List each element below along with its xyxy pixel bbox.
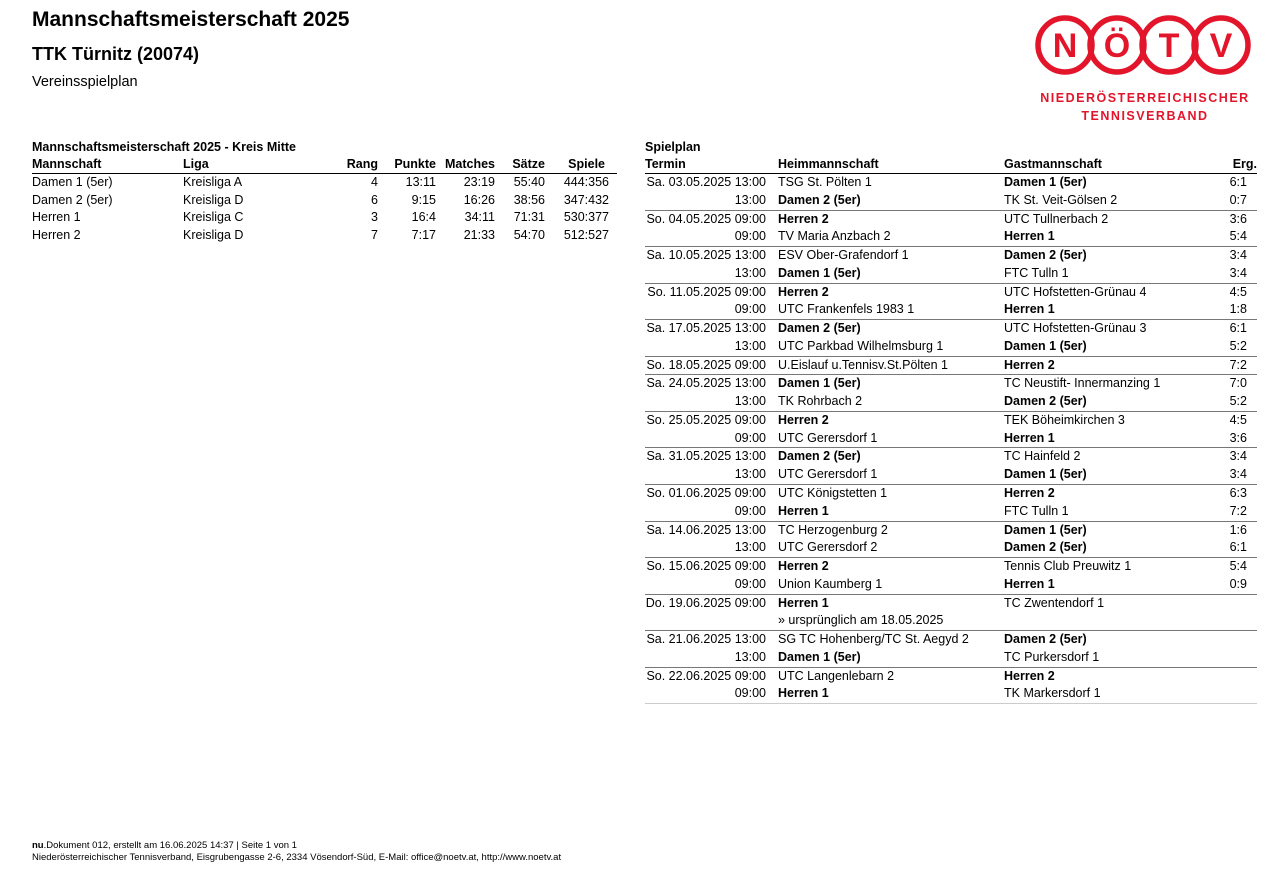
schedule-row: [645, 558, 1257, 576]
schedule-row: [645, 594, 1257, 612]
match-time: 13:00: [734, 248, 766, 263]
home-team: UTC Parkbad Wilhelmsburg 1: [778, 338, 1004, 356]
col-header-rank: Rang: [338, 155, 378, 174]
page-footer: [32, 840, 561, 864]
logo-circles: [1030, 10, 1260, 90]
match-time: 13:00: [734, 522, 766, 537]
match-result: 6:1: [1212, 539, 1257, 557]
match-time: 09:00: [734, 486, 766, 501]
away-team: Damen 2 (5er): [1004, 539, 1212, 557]
match-time: 09:00: [734, 668, 766, 683]
col-header-league: Liga: [183, 155, 338, 174]
home-team: Herren 1: [778, 595, 829, 610]
match-date: So. 18.05.2025: [646, 357, 732, 372]
home-team: UTC Gerersdorf 2: [778, 539, 1004, 557]
match-result: 4:5: [1229, 284, 1247, 299]
match-result: 3:4: [1212, 466, 1257, 484]
match-date: Sa. 03.05.2025: [646, 175, 732, 189]
points-value: 9:15: [411, 192, 436, 207]
away-team: UTC Hofstetten-Grünau 3: [1004, 321, 1147, 336]
match-datetime: [645, 521, 778, 539]
match-time: 09:00: [734, 559, 766, 574]
home-team: TV Maria Anzbach 2: [778, 228, 1004, 246]
match-datetime: [645, 503, 778, 521]
sets-value: 54:70: [513, 228, 545, 243]
match-date: So. 01.06.2025: [646, 486, 732, 501]
col-header-sets: Sätze: [495, 155, 545, 174]
reschedule-note: » ursprünglich am 18.05.2025: [778, 612, 1004, 630]
sets-value: 71:31: [513, 210, 545, 225]
match-time: 13:00: [734, 449, 766, 464]
league-name: Kreisliga D: [183, 228, 244, 243]
match-datetime: [645, 430, 778, 448]
rank-value: 7: [371, 228, 378, 243]
match-time: 09:00: [734, 686, 766, 701]
match-result: 0:9: [1212, 576, 1257, 594]
match-result: 5:4: [1212, 228, 1257, 246]
home-team: Herren 1: [778, 503, 1004, 521]
note-spacer: [1004, 612, 1212, 630]
home-team: Herren 2: [778, 284, 829, 299]
away-team: TC Hainfeld 2: [1004, 449, 1081, 464]
club-name: TTK Türnitz (20074): [32, 44, 200, 64]
match-time: 09:00: [734, 430, 766, 445]
away-team: UTC Hofstetten-Grünau 4: [1004, 284, 1147, 299]
match-result: 3:4: [1212, 265, 1257, 283]
team-name: Herren 2: [32, 228, 81, 243]
standings-row: [32, 227, 617, 245]
schedule-row: [645, 320, 1257, 338]
match-result: 5:2: [1212, 393, 1257, 411]
match-time: 13:00: [734, 649, 766, 664]
col-header-matches: Matches: [436, 155, 495, 174]
match-time: 09:00: [734, 284, 766, 299]
away-team: TK Markersdorf 1: [1004, 685, 1212, 703]
schedule-row: [645, 338, 1257, 356]
standings-table: [32, 155, 617, 245]
logo-letter: N: [1052, 27, 1078, 65]
home-team: Damen 2 (5er): [778, 321, 861, 336]
match-datetime: [645, 247, 778, 265]
games-value: 512:527: [563, 228, 609, 243]
match-result: 7:2: [1212, 356, 1257, 375]
col-header-games: Spiele: [545, 155, 617, 174]
match-result: 6:3: [1229, 486, 1247, 501]
match-datetime: [645, 356, 778, 375]
match-date: Sa. 31.05.2025: [646, 449, 732, 464]
schedule-row: [645, 521, 1257, 539]
away-team: Herren 2: [1004, 668, 1055, 683]
home-team: Damen 1 (5er): [778, 265, 1004, 283]
match-datetime: [645, 393, 778, 411]
team-name: Damen 2 (5er): [32, 192, 113, 207]
away-team: Herren 1: [1004, 576, 1212, 594]
match-time: 13:00: [734, 265, 766, 280]
match-datetime: [645, 685, 778, 703]
home-team: U.Eislauf u.Tennisv.St.Pölten 1: [778, 356, 1004, 375]
match-datetime: [645, 228, 778, 246]
match-result: [1212, 631, 1257, 649]
standings-caption: Mannschaftsmeisterschaft 2025 - Kreis Mitte: [32, 140, 296, 154]
match-time: 09:00: [734, 576, 766, 591]
match-result: [1212, 685, 1257, 703]
away-team: Herren 2: [1004, 486, 1055, 501]
away-team: Damen 1 (5er): [1004, 338, 1212, 356]
note-spacer: [645, 612, 778, 630]
match-result: 5:2: [1212, 338, 1257, 356]
match-result: 0:7: [1212, 192, 1257, 210]
standings-row: [32, 174, 617, 192]
home-team: TC Herzogenburg 2: [778, 522, 888, 537]
match-date: So. 25.05.2025: [646, 412, 732, 427]
match-result: 1:8: [1212, 301, 1257, 319]
match-date: So. 04.05.2025: [646, 211, 732, 226]
away-team: Damen 2 (5er): [1004, 632, 1087, 647]
standings-header-row: [32, 155, 617, 174]
reschedule-note-row: [645, 612, 1257, 630]
league-name: Kreisliga D: [183, 192, 244, 207]
schedule-row: [645, 375, 1257, 393]
match-time: 13:00: [734, 540, 766, 555]
match-date: Sa. 17.05.2025: [646, 321, 732, 336]
sets-value: 38:56: [513, 192, 545, 207]
home-team: UTC Gerersdorf 1: [778, 466, 1004, 484]
games-value: 347:432: [563, 192, 609, 207]
matches-value: 23:19: [463, 175, 495, 189]
standings-section: [32, 140, 617, 245]
schedule-row: [645, 576, 1257, 594]
page-title: Mannschaftsmeisterschaft 2025: [32, 8, 350, 31]
match-datetime: [645, 320, 778, 338]
match-result: 5:4: [1229, 559, 1247, 574]
away-team: FTC Tulln 1: [1004, 503, 1212, 521]
match-datetime: [645, 338, 778, 356]
away-team: Damen 2 (5er): [1004, 393, 1212, 411]
away-team: TK St. Veit-Gölsen 2: [1004, 192, 1212, 210]
match-date: Sa. 14.06.2025: [646, 522, 732, 537]
schedule-row: [645, 485, 1257, 503]
match-datetime: [645, 174, 778, 192]
col-header-away: Gastmannschaft: [1004, 155, 1212, 174]
match-result: 6:1: [1229, 175, 1247, 189]
match-datetime: [645, 375, 778, 393]
schedule-row: [645, 228, 1257, 246]
league-name: Kreisliga A: [183, 175, 243, 189]
logo-letter: V: [1209, 27, 1233, 65]
home-team: Damen 2 (5er): [778, 449, 861, 464]
note-spacer: [1212, 612, 1257, 630]
standings-row: [32, 192, 617, 210]
match-datetime: [645, 594, 778, 612]
match-datetime: [645, 485, 778, 503]
match-datetime: [645, 283, 778, 301]
match-datetime: [645, 558, 778, 576]
home-team: ESV Ober-Grafendorf 1: [778, 248, 909, 263]
match-time: 09:00: [734, 211, 766, 226]
away-team: TC Neustift- Innermanzing 1: [1004, 376, 1161, 391]
schedule-row: [645, 356, 1257, 375]
match-date: Sa. 10.05.2025: [646, 248, 732, 263]
match-result: 7:0: [1229, 376, 1247, 391]
logo-letter: Ö: [1103, 27, 1131, 65]
match-datetime: [645, 576, 778, 594]
document-type: Vereinsspielplan: [32, 74, 138, 90]
match-time: 13:00: [734, 632, 766, 647]
home-team: UTC Königstetten 1: [778, 486, 888, 501]
schedule-row: [645, 667, 1257, 685]
match-datetime: [645, 265, 778, 283]
match-result: 7:2: [1212, 503, 1257, 521]
match-datetime: [645, 448, 778, 466]
match-result: [1212, 594, 1257, 612]
home-team: Damen 1 (5er): [778, 376, 861, 391]
home-team: UTC Gerersdorf 1: [778, 430, 1004, 448]
match-datetime: [645, 649, 778, 667]
logo-letter: T: [1158, 27, 1180, 65]
schedule-row: [645, 430, 1257, 448]
team-name: Herren 1: [32, 210, 81, 225]
schedule-row: [645, 393, 1257, 411]
match-time: 09:00: [734, 229, 766, 244]
schedule-row: [645, 685, 1257, 703]
rank-value: 4: [371, 175, 378, 189]
match-datetime: [645, 466, 778, 484]
home-team: TSG St. Pölten 1: [778, 175, 872, 189]
footer-brand: nu: [32, 840, 44, 851]
match-time: 13:00: [734, 338, 766, 353]
match-date: So. 11.05.2025: [647, 284, 732, 299]
schedule-row: [645, 466, 1257, 484]
match-result: 1:6: [1229, 522, 1247, 537]
match-date: Sa. 21.06.2025: [646, 632, 732, 647]
home-team: UTC Langenlebarn 2: [778, 668, 895, 683]
match-time: 13:00: [734, 467, 766, 482]
home-team: Herren 1: [778, 685, 1004, 703]
match-time: 09:00: [734, 503, 766, 518]
away-team: TEK Böheimkirchen 3: [1004, 412, 1125, 427]
away-team: Tennis Club Preuwitz 1: [1004, 559, 1132, 574]
matches-value: 21:33: [463, 228, 495, 243]
schedule-row: [645, 411, 1257, 429]
schedule-row: [645, 210, 1257, 228]
points-value: 7:17: [411, 228, 436, 243]
points-value: 13:11: [405, 175, 436, 189]
schedule-row: [645, 631, 1257, 649]
schedule-row: [645, 448, 1257, 466]
team-name: Damen 1 (5er): [32, 175, 113, 189]
match-time: 09:00: [734, 302, 766, 317]
match-time: 09:00: [734, 595, 766, 610]
footer-doc-info: .Dokument 012, erstellt am 16.06.2025 14:37 | Seite 1 von 1: [43, 840, 297, 851]
match-datetime: [645, 192, 778, 210]
schedule-header-row: [645, 155, 1257, 174]
away-team: Herren 2: [1004, 356, 1212, 375]
match-date: So. 15.06.2025: [646, 559, 732, 574]
home-team: Herren 2: [778, 559, 829, 574]
home-team: Damen 2 (5er): [778, 192, 1004, 210]
match-result: 6:1: [1229, 321, 1247, 336]
home-team: TK Rohrbach 2: [778, 393, 1004, 411]
schedule-row: [645, 503, 1257, 521]
col-header-result: Erg.: [1212, 155, 1257, 174]
schedule-section: [645, 140, 1257, 704]
match-datetime: [645, 411, 778, 429]
away-team: TC Purkersdorf 1: [1004, 649, 1212, 667]
away-team: Herren 1: [1004, 228, 1212, 246]
match-result: 4:5: [1229, 412, 1247, 427]
home-team: Herren 2: [778, 211, 829, 226]
points-value: 16:4: [411, 210, 436, 225]
match-time: 13:00: [734, 376, 766, 391]
match-time: 13:00: [734, 321, 766, 336]
logo-line-1: NIEDERÖSTERREICHISCHER: [1040, 91, 1250, 105]
rank-value: 3: [371, 210, 378, 225]
match-date: Sa. 24.05.2025: [646, 376, 732, 391]
match-datetime: [645, 539, 778, 557]
schedule-row: [645, 539, 1257, 557]
schedule-row: [645, 265, 1257, 283]
away-team: Damen 2 (5er): [1004, 248, 1087, 263]
rank-value: 6: [371, 192, 378, 207]
home-team: SG TC Hohenberg/TC St. Aegyd 2: [778, 632, 969, 647]
away-team: Herren 1: [1004, 430, 1212, 448]
match-datetime: [645, 631, 778, 649]
match-result: 3:6: [1212, 430, 1257, 448]
match-time: 09:00: [734, 357, 766, 372]
match-datetime: [645, 667, 778, 685]
match-date: Do. 19.06.2025: [645, 595, 732, 610]
schedule-row: [645, 192, 1257, 210]
games-value: 530:377: [563, 210, 609, 225]
away-team: TC Zwentendorf 1: [1004, 595, 1105, 610]
games-value: 444:356: [563, 175, 609, 189]
away-team: Damen 1 (5er): [1004, 466, 1212, 484]
col-header-team: Mannschaft: [32, 155, 183, 174]
matches-value: 16:26: [463, 192, 495, 207]
match-date: So. 22.06.2025: [646, 668, 732, 683]
home-team: Damen 1 (5er): [778, 649, 1004, 667]
league-name: Kreisliga C: [183, 210, 244, 225]
schedule-row: [645, 174, 1257, 192]
col-header-date: Termin: [645, 155, 778, 174]
match-result: 3:4: [1229, 248, 1247, 263]
away-team: FTC Tulln 1: [1004, 265, 1212, 283]
match-result: [1212, 667, 1257, 685]
match-time: 13:00: [734, 192, 766, 207]
schedule-row: [645, 283, 1257, 301]
match-time: 13:00: [734, 175, 766, 189]
away-team: Damen 1 (5er): [1004, 175, 1087, 189]
schedule-row: [645, 301, 1257, 319]
matches-value: 34:11: [464, 210, 495, 225]
schedule-table: [645, 155, 1257, 704]
match-result: [1212, 649, 1257, 667]
schedule-caption: Spielplan: [645, 140, 701, 154]
home-team: UTC Frankenfels 1983 1: [778, 301, 1004, 319]
standings-row: [32, 209, 617, 227]
schedule-row: [645, 649, 1257, 667]
col-header-home: Heimmannschaft: [778, 155, 1004, 174]
match-time: 13:00: [734, 394, 766, 409]
home-team: Union Kaumberg 1: [778, 576, 1004, 594]
footer-line-2: Niederösterreichischer Tennisverband, Eisgrubengasse 2-6, 2334 Vösendorf-Süd, E-Mail: office@noetv.at, http://www.noetv.at: [32, 852, 562, 863]
noetv-logo: [1030, 10, 1260, 125]
sets-value: 55:40: [513, 175, 545, 189]
away-team: Herren 1: [1004, 301, 1212, 319]
away-team: UTC Tullnerbach 2: [1004, 211, 1109, 226]
schedule-row: [645, 247, 1257, 265]
col-header-points: Punkte: [378, 155, 436, 174]
match-result: 3:4: [1229, 449, 1247, 464]
match-datetime: [645, 301, 778, 319]
home-team: Herren 2: [778, 412, 829, 427]
footer-line-1: [32, 840, 561, 852]
logo-line-2: TENNISVERBAND: [1081, 109, 1209, 123]
away-team: Damen 1 (5er): [1004, 522, 1087, 537]
match-time: 09:00: [734, 412, 766, 427]
match-datetime: [645, 210, 778, 228]
match-result: 3:6: [1229, 211, 1247, 226]
